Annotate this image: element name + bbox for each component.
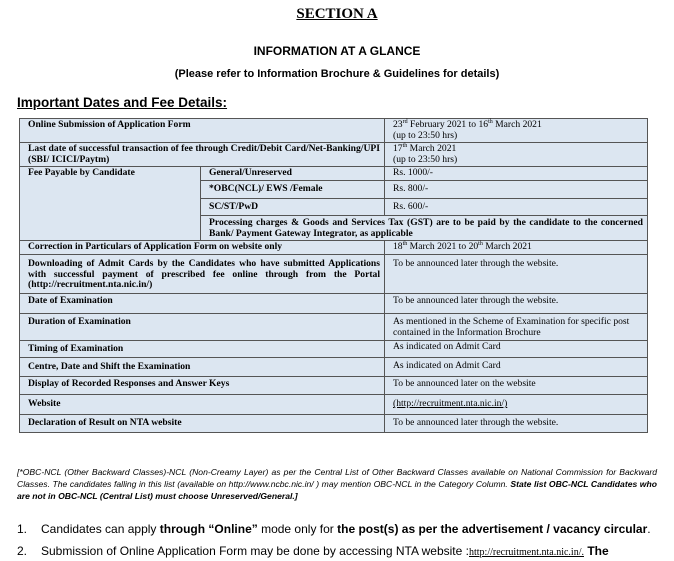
info-subtitle: (Please refer to Information Brochure & Guidelines for details) bbox=[174, 68, 500, 80]
fee-amount: Rs. 1000/- bbox=[385, 167, 648, 181]
table-cell-label: Correction in Particulars of Application Form on website only bbox=[20, 241, 385, 255]
table-cell-value: As indicated on Admit Card bbox=[385, 358, 648, 377]
dates-heading: Important Dates and Fee Details: bbox=[17, 95, 228, 110]
table-row bbox=[20, 254, 648, 293]
list-item: 2. Submission of Online Application Form may be done by accessing NTA website :http://recruitment.nta.nic.in/. The bbox=[17, 544, 609, 558]
table-cell-value: 17th March 2021 (up to 23:50 hrs) bbox=[385, 143, 648, 167]
table-row bbox=[20, 293, 648, 314]
table-cell-label: Display of Recorded Responses and Answer Keys bbox=[20, 376, 385, 395]
table-row bbox=[20, 241, 648, 255]
footnote-emphasis: State list OBC-NCL Candidates who are not in OBC-NCL (Central List) must choose Unreserved/General.] bbox=[17, 479, 657, 501]
table-cell-value: To be announced later on the website bbox=[385, 376, 648, 395]
table-cell-value: As indicated on Admit Card bbox=[385, 340, 648, 358]
nta-website-link[interactable]: http://recruitment.nta.nic.in/. bbox=[469, 547, 584, 558]
table-cell-value: 23rd February 2021 to 16th March 2021 (up to 23:50 hrs) bbox=[385, 119, 648, 143]
table-row bbox=[20, 143, 648, 167]
table-cell-label: Online Submission of Application Form bbox=[20, 119, 385, 143]
fee-category: General/Unreserved bbox=[201, 167, 385, 181]
dates-fee-table bbox=[19, 118, 648, 433]
table-cell-label: Duration of Examination bbox=[20, 314, 385, 340]
table-row bbox=[20, 167, 648, 181]
fee-category: SC/ST/PwD bbox=[201, 198, 385, 216]
table-row bbox=[20, 314, 648, 340]
table-row bbox=[20, 414, 648, 433]
table-cell-value: As mentioned in the Scheme of Examination for specific post contained in the Information Brochure bbox=[385, 314, 648, 340]
table-cell-label: Centre, Date and Shift the Examination bbox=[20, 358, 385, 377]
website-link[interactable]: (http://recruitment.nta.nic.in/) bbox=[385, 395, 648, 415]
table-cell-value: 18th March 2021 to 20th March 2021 bbox=[385, 241, 648, 255]
fee-category: *OBC(NCL)/ EWS /Female bbox=[201, 180, 385, 198]
table-cell-label: Declaration of Result on NTA website bbox=[20, 414, 385, 433]
section-title: SECTION A bbox=[296, 6, 378, 22]
table-cell-label: Date of Examination bbox=[20, 293, 385, 314]
table-cell-label: Website bbox=[20, 395, 385, 415]
table-cell-label: Downloading of Admit Cards by the Candidates who have submitted Applications with successful payment of prescribed fee online through from the Portal (http://recruitment.nta.nic.in/) bbox=[20, 254, 385, 293]
table-row bbox=[20, 395, 648, 415]
table-row bbox=[20, 340, 648, 358]
fee-amount: Rs. 600/- bbox=[385, 198, 648, 216]
list-number: 2. bbox=[17, 544, 28, 558]
list-number: 1. bbox=[17, 522, 28, 536]
fee-amount: Rs. 800/- bbox=[385, 180, 648, 198]
table-cell-value: To be announced later through the website. bbox=[385, 254, 648, 293]
table-row bbox=[20, 376, 648, 395]
list-item: 1. Candidates can apply through “Online” mode only for the post(s) as per the advertisement / vacancy circular. bbox=[17, 522, 651, 536]
table-cell-value: To be announced later through the website. bbox=[385, 414, 648, 433]
table-row bbox=[20, 119, 648, 143]
info-title: INFORMATION AT A GLANCE bbox=[253, 44, 421, 58]
obc-footnote bbox=[17, 466, 657, 502]
gst-note: Processing charges & Goods and Services Tax (GST) are to be paid by the candidate to the concerned Bank/ Payment Gateway Integrator, as applicable bbox=[201, 216, 648, 241]
table-cell-label: Timing of Examination bbox=[20, 340, 385, 358]
table-cell-label: Last date of successful transaction of fee through Credit/Debit Card/Net-Banking/UPI (SBI/ ICICI/Paytm) bbox=[20, 143, 385, 167]
table-row bbox=[20, 358, 648, 377]
fee-label: Fee Payable by Candidate bbox=[20, 167, 201, 241]
table-cell-value: To be announced later through the website. bbox=[385, 293, 648, 314]
footnote-text: [*OBC-NCL (Other Backward Classes)-NCL (Non-Creamy Layer) as per the Central List of Other Backward Classes available on National Commission for Backward Classes. The candidates falling in this list (available on http://www.ncbc.nic.in/ ) may mention OBC-NCL in the Category Column. bbox=[17, 467, 657, 489]
